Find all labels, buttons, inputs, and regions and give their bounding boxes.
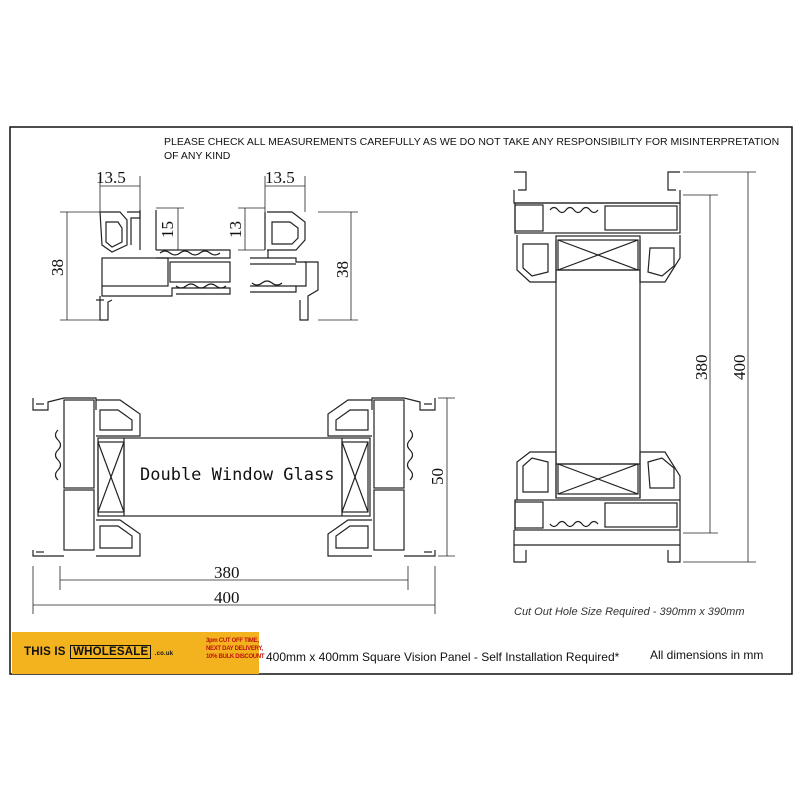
left-profile-height-label: 38 (48, 259, 67, 276)
elevation-inner-label: 380 (692, 354, 711, 380)
section-dimension-lines (33, 398, 455, 614)
units-note: All dimensions in mm (650, 648, 764, 662)
brand-tagline-line: 3pm CUT OFF TIME, (206, 638, 259, 644)
right-profile-height-label: 38 (333, 261, 352, 278)
vertical-elevation (514, 172, 680, 562)
right-profile-width-label: 13.5 (265, 168, 295, 187)
cutout-note: Cut Out Hole Size Required - 390mm x 390mm (514, 606, 745, 618)
right-profile-detail (250, 212, 318, 320)
left-profile-dimension-lines (60, 176, 184, 320)
left-profile-lip-label: 15 (158, 221, 177, 238)
elevation-outer-label: 400 (730, 354, 749, 380)
warning-note: PLEASE CHECK ALL MEASUREMENTS CAREFULLY AS WE DO NOT TAKE ANY RESPONSIBILITY FOR MISINTERPRETATION OF ANY KIND (164, 136, 780, 162)
drawing-title: 400mm x 400mm Square Vision Panel - Self Installation Required* (266, 650, 620, 664)
section-outer-label: 400 (214, 588, 240, 607)
brand-domain: .co.uk (154, 651, 174, 657)
brand-wordmark (24, 646, 173, 658)
brand-tagline (206, 637, 264, 661)
brand-logo (12, 632, 265, 674)
right-profile-lip-label: 13 (226, 221, 245, 238)
section-depth-label: 50 (428, 468, 447, 485)
section-inner-label: 380 (214, 563, 240, 582)
left-profile-width-label: 13.5 (96, 168, 126, 187)
glass-label: Double Window Glass (140, 465, 335, 485)
brand-tagline-line: 10% BULK DISCOUNT (206, 654, 265, 660)
brand-word: WHOLESALE (70, 645, 151, 659)
brand-tagline-line: NEXT DAY DELIVERY, (206, 646, 263, 652)
brand-prefix: THIS IS (24, 646, 66, 658)
